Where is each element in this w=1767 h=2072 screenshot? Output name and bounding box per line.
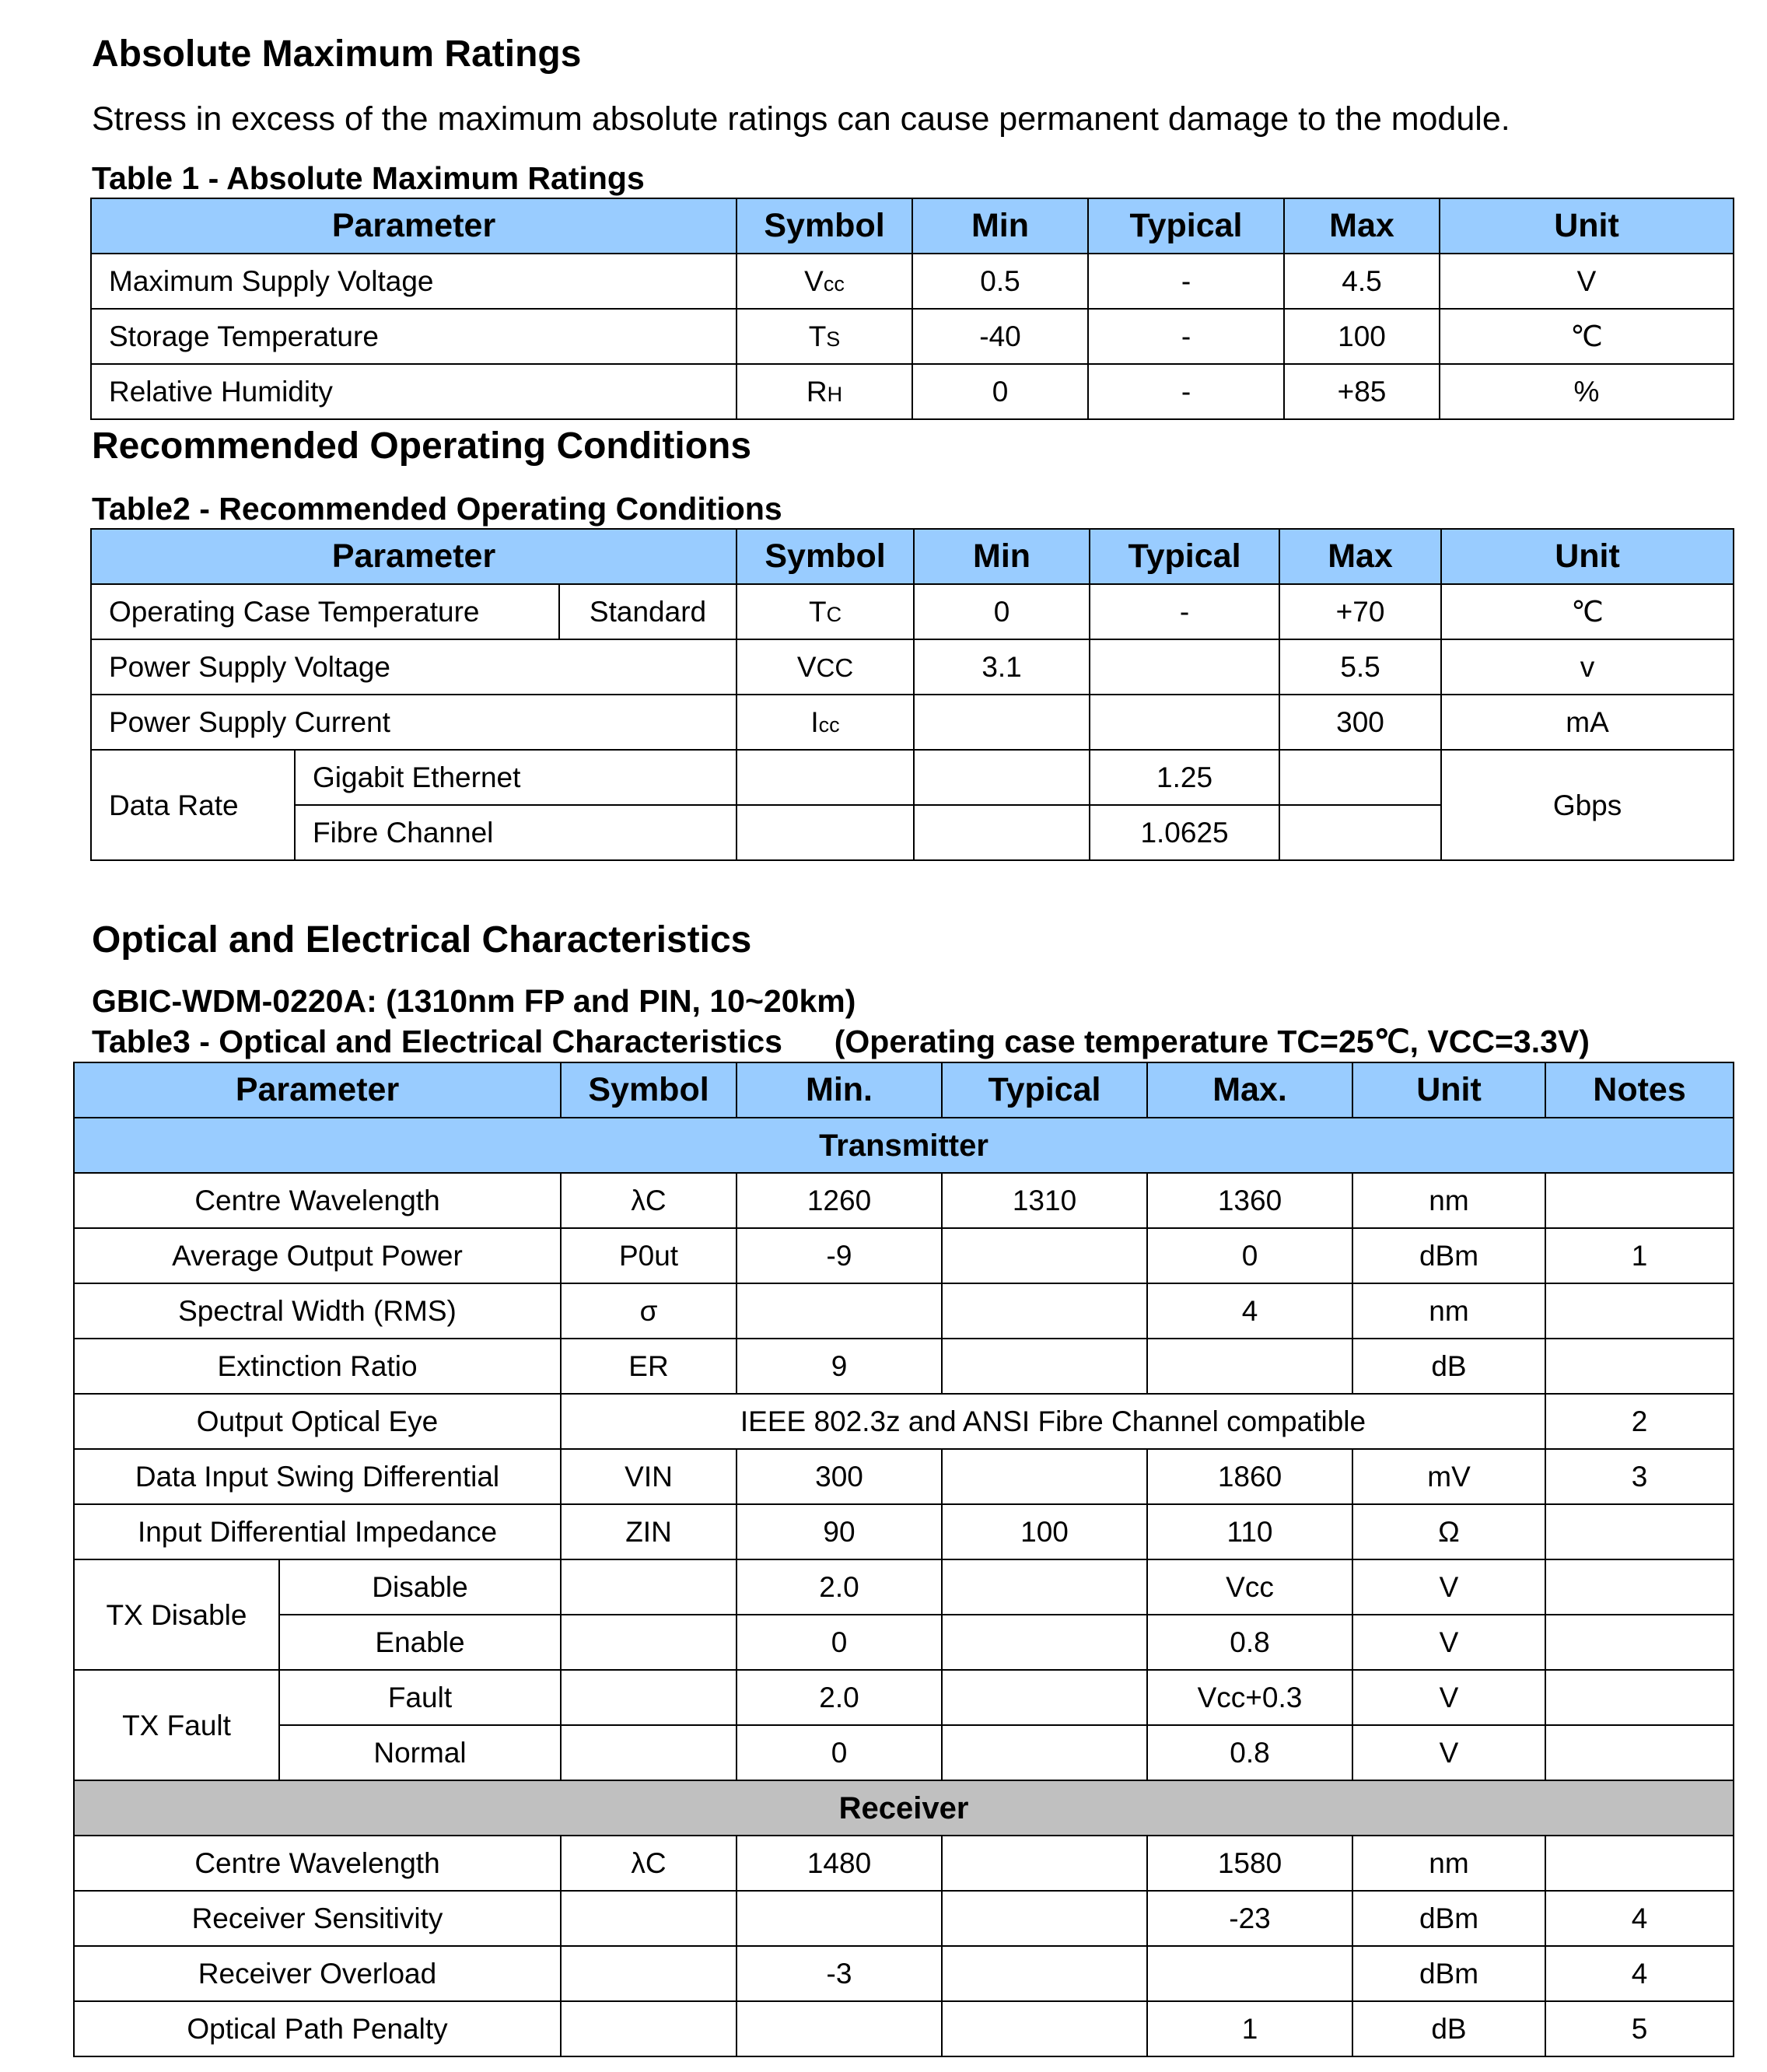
tx-fault-sub-fault: Fault	[279, 1670, 561, 1725]
max-cell: 0.8	[1147, 1615, 1352, 1670]
section-title-optical-electrical: Optical and Electrical Characteristics	[92, 919, 752, 961]
symbol-letter: I	[810, 706, 819, 738]
section-title-absolute-max: Absolute Maximum Ratings	[92, 33, 582, 75]
unit-cell: nm	[1352, 1283, 1545, 1339]
symbol-cell: σ	[561, 1283, 737, 1339]
typical-cell	[942, 1615, 1147, 1670]
notes-cell: 1	[1545, 1228, 1734, 1283]
table3-header-parameter: Parameter	[74, 1062, 561, 1118]
param-cell: Extinction Ratio	[74, 1339, 561, 1394]
typical-cell	[942, 1725, 1147, 1780]
max-cell: 0	[1147, 1228, 1352, 1283]
table3-caption-line	[92, 1026, 1590, 1058]
max-cell	[1147, 1339, 1352, 1394]
param-cell: Storage Temperature	[91, 309, 737, 364]
table3-header-notes: Notes	[1545, 1062, 1734, 1118]
min-cell	[737, 2001, 942, 2056]
table-row	[74, 1559, 1734, 1615]
table-row	[91, 309, 1734, 364]
min-cell: 1260	[737, 1173, 942, 1228]
param-cell: Input Differential Impedance	[74, 1504, 561, 1559]
typical-cell	[942, 1946, 1147, 2001]
notes-cell: 3	[1545, 1449, 1734, 1504]
data-rate-label: Data Rate	[91, 750, 295, 860]
symbol-cell	[737, 309, 912, 364]
section-title-recommended: Recommended Operating Conditions	[92, 425, 752, 467]
typical-cell: -	[1090, 584, 1279, 639]
param-cell: Power Supply Current	[91, 695, 737, 750]
symbol-cell	[737, 254, 912, 309]
unit-cell: v	[1441, 639, 1734, 695]
tx-disable-label: TX Disable	[74, 1559, 279, 1670]
symbol-cell: λC	[561, 1836, 737, 1891]
typical-cell	[942, 2001, 1147, 2056]
table2-header-row	[91, 529, 1734, 584]
max-cell: 4.5	[1284, 254, 1440, 309]
symbol-cell	[737, 639, 914, 695]
symbol-subscript: S	[826, 327, 841, 351]
min-cell	[914, 805, 1090, 860]
unit-cell: nm	[1352, 1836, 1545, 1891]
table1-header-unit: Unit	[1440, 198, 1734, 254]
typical-cell: 100	[942, 1504, 1147, 1559]
notes-cell	[1545, 1504, 1734, 1559]
symbol-cell	[737, 364, 912, 419]
table-row	[74, 1283, 1734, 1339]
typical-cell	[942, 1891, 1147, 1946]
unit-cell: dB	[1352, 1339, 1545, 1394]
unit-cell: mV	[1352, 1449, 1545, 1504]
unit-cell: ℃	[1440, 309, 1734, 364]
table1-header-typical: Typical	[1088, 198, 1284, 254]
min-cell: 1480	[737, 1836, 942, 1891]
unit-cell: V	[1352, 1559, 1545, 1615]
max-cell: 0.8	[1147, 1725, 1352, 1780]
max-cell	[1279, 750, 1441, 805]
table-row	[91, 584, 1734, 639]
notes-cell	[1545, 1283, 1734, 1339]
symbol-letter: R	[806, 376, 828, 408]
table1-header-min: Min	[912, 198, 1088, 254]
symbol-cell: λC	[561, 1173, 737, 1228]
min-cell	[914, 750, 1090, 805]
param-cell: Maximum Supply Voltage	[91, 254, 737, 309]
min-cell: 3.1	[914, 639, 1090, 695]
min-cell: -9	[737, 1228, 942, 1283]
min-cell: 300	[737, 1449, 942, 1504]
param-cell: Centre Wavelength	[74, 1836, 561, 1891]
max-cell: 5.5	[1279, 639, 1441, 695]
max-cell: 300	[1279, 695, 1441, 750]
notes-cell: 4	[1545, 1946, 1734, 2001]
unit-cell: V	[1352, 1725, 1545, 1780]
notes-cell	[1545, 1836, 1734, 1891]
max-cell: 1580	[1147, 1836, 1352, 1891]
symbol-cell: P0ut	[561, 1228, 737, 1283]
param-cell: Operating Case Temperature	[91, 584, 559, 639]
symbol-cell: VIN	[561, 1449, 737, 1504]
table-row	[74, 1449, 1734, 1504]
typical-cell	[942, 1836, 1147, 1891]
max-cell: Vcc+0.3	[1147, 1670, 1352, 1725]
unit-cell: nm	[1352, 1173, 1545, 1228]
param-cell: Relative Humidity	[91, 364, 737, 419]
min-cell: -40	[912, 309, 1088, 364]
min-cell	[737, 1891, 942, 1946]
min-cell: 0	[737, 1725, 942, 1780]
notes-cell: 2	[1545, 1394, 1734, 1449]
notes-cell	[1545, 1725, 1734, 1780]
table2-header-parameter: Parameter	[91, 529, 737, 584]
symbol-cell: ZIN	[561, 1504, 737, 1559]
notes-cell	[1545, 1670, 1734, 1725]
min-cell: 90	[737, 1504, 942, 1559]
table-row	[74, 1836, 1734, 1891]
typical-cell: -	[1088, 254, 1284, 309]
typical-cell	[1090, 639, 1279, 695]
symbol-cell	[561, 1615, 737, 1670]
table-row	[74, 2001, 1734, 2056]
param-cell: Optical Path Penalty	[74, 2001, 561, 2056]
max-cell: +85	[1284, 364, 1440, 419]
table3-caption: Table3 - Optical and Electrical Characteristics	[92, 1024, 782, 1059]
table1-absolute-max	[90, 198, 1734, 420]
unit-cell: V	[1440, 254, 1734, 309]
max-cell: 1860	[1147, 1449, 1352, 1504]
symbol-subscript: CC	[816, 653, 854, 682]
symbol-subscript: cc	[823, 272, 845, 296]
max-cell	[1279, 805, 1441, 860]
table1-header-row	[91, 198, 1734, 254]
table2-header-typical: Typical	[1090, 529, 1279, 584]
transmitter-section-row	[74, 1118, 1734, 1173]
table3-header-row	[74, 1062, 1734, 1118]
typical-cell	[942, 1339, 1147, 1394]
symbol-letter: T	[808, 320, 827, 352]
param-cell: Spectral Width (RMS)	[74, 1283, 561, 1339]
min-cell: 9	[737, 1339, 942, 1394]
table-row	[74, 1670, 1734, 1725]
table-row	[74, 1339, 1734, 1394]
symbol-letter: V	[796, 651, 817, 683]
table2-header-symbol: Symbol	[737, 529, 914, 584]
transmitter-label: Transmitter	[74, 1118, 1734, 1173]
grade-cell: Standard	[559, 584, 737, 639]
table-row	[91, 639, 1734, 695]
unit-cell: dBm	[1352, 1891, 1545, 1946]
symbol-cell	[561, 1891, 737, 1946]
unit-cell: %	[1440, 364, 1734, 419]
symbol-cell	[561, 1946, 737, 2001]
max-cell: 1360	[1147, 1173, 1352, 1228]
typical-cell: -	[1088, 364, 1284, 419]
param-cell: Power Supply Voltage	[91, 639, 737, 695]
unit-cell: ℃	[1441, 584, 1734, 639]
param-cell: Output Optical Eye	[74, 1394, 561, 1449]
symbol-subscript: cc	[818, 713, 840, 737]
unit-cell: V	[1352, 1670, 1545, 1725]
max-cell	[1147, 1946, 1352, 2001]
table-row	[91, 750, 1734, 805]
symbol-cell	[561, 1670, 737, 1725]
notes-cell: 4	[1545, 1891, 1734, 1946]
tx-disable-sub-disable: Disable	[279, 1559, 561, 1615]
min-cell: 2.0	[737, 1559, 942, 1615]
min-cell	[914, 695, 1090, 750]
symbol-cell	[737, 805, 914, 860]
param-cell: Receiver Overload	[74, 1946, 561, 2001]
unit-cell: V	[1352, 1615, 1545, 1670]
symbol-letter: T	[808, 596, 827, 628]
min-cell	[737, 1283, 942, 1339]
unit-cell: dBm	[1352, 1946, 1545, 2001]
param-cell: Centre Wavelength	[74, 1173, 561, 1228]
table-row	[74, 1228, 1734, 1283]
param-cell: Receiver Sensitivity	[74, 1891, 561, 1946]
typical-cell: 1.0625	[1090, 805, 1279, 860]
typical-cell: -	[1088, 309, 1284, 364]
max-cell: 1	[1147, 2001, 1352, 2056]
table3-header-symbol: Symbol	[561, 1062, 737, 1118]
max-cell: Vcc	[1147, 1559, 1352, 1615]
notes-cell	[1545, 1559, 1734, 1615]
typical-cell	[942, 1670, 1147, 1725]
table3-header-typical: Typical	[942, 1062, 1147, 1118]
table3-header-min: Min.	[737, 1062, 942, 1118]
table-row	[91, 695, 1734, 750]
symbol-cell: ER	[561, 1339, 737, 1394]
notes-cell: 5	[1545, 2001, 1734, 2056]
symbol-cell	[561, 2001, 737, 2056]
stress-warning-text: Stress in excess of the maximum absolute ratings can cause permanent damage to the module.	[92, 100, 1510, 138]
eye-compat-cell: IEEE 802.3z and ANSI Fibre Channel compatible	[561, 1394, 1545, 1449]
table-row	[74, 1504, 1734, 1559]
symbol-cell	[737, 584, 914, 639]
param-cell: Average Output Power	[74, 1228, 561, 1283]
table1-header-symbol: Symbol	[737, 198, 912, 254]
symbol-letter: V	[804, 265, 824, 297]
table-row	[91, 364, 1734, 419]
table1-header-max: Max	[1284, 198, 1440, 254]
symbol-subscript: H	[827, 383, 843, 406]
table-row	[74, 1946, 1734, 2001]
unit-cell: dB	[1352, 2001, 1545, 2056]
table2-header-max: Max	[1279, 529, 1441, 584]
max-cell: 110	[1147, 1504, 1352, 1559]
data-rate-sub-fibre: Fibre Channel	[295, 805, 737, 860]
data-rate-sub-gigabit: Gigabit Ethernet	[295, 750, 737, 805]
symbol-cell	[561, 1559, 737, 1615]
receiver-section-row	[74, 1780, 1734, 1836]
table-row	[91, 254, 1734, 309]
table1-caption: Table 1 - Absolute Maximum Ratings	[92, 160, 645, 196]
typical-cell	[942, 1283, 1147, 1339]
max-cell: 4	[1147, 1283, 1352, 1339]
param-cell: Data Input Swing Differential	[74, 1449, 561, 1504]
tx-disable-sub-enable: Enable	[279, 1615, 561, 1670]
symbol-cell	[737, 695, 914, 750]
min-cell: 2.0	[737, 1670, 942, 1725]
symbol-cell	[561, 1725, 737, 1780]
typical-cell: 1.25	[1090, 750, 1279, 805]
min-cell: 0	[914, 584, 1090, 639]
min-cell: 0.5	[912, 254, 1088, 309]
table-row	[74, 1725, 1734, 1780]
data-rate-unit: Gbps	[1441, 750, 1734, 860]
min-cell: 0	[737, 1615, 942, 1670]
table3-optical-electrical	[73, 1062, 1734, 2057]
notes-cell	[1545, 1339, 1734, 1394]
table-row	[74, 1173, 1734, 1228]
typical-cell: 1310	[942, 1173, 1147, 1228]
max-cell: -23	[1147, 1891, 1352, 1946]
typical-cell	[942, 1559, 1147, 1615]
max-cell: +70	[1279, 584, 1441, 639]
tx-fault-sub-normal: Normal	[279, 1725, 561, 1780]
notes-cell	[1545, 1173, 1734, 1228]
table2-caption: Table2 - Recommended Operating Conditions	[92, 491, 782, 527]
typical-cell	[1090, 695, 1279, 750]
unit-cell: dBm	[1352, 1228, 1545, 1283]
table3-header-unit: Unit	[1352, 1062, 1545, 1118]
table-row	[74, 1891, 1734, 1946]
symbol-cell	[737, 750, 914, 805]
table1-header-parameter: Parameter	[91, 198, 737, 254]
table-row	[74, 1394, 1734, 1449]
table2-header-min: Min	[914, 529, 1090, 584]
symbol-subscript: C	[826, 603, 842, 626]
typical-cell	[942, 1449, 1147, 1504]
tx-fault-label: TX Fault	[74, 1670, 279, 1780]
table2-recommended-conditions	[90, 528, 1734, 861]
table2-header-unit: Unit	[1441, 529, 1734, 584]
product-subtitle: GBIC-WDM-0220A: (1310nm FP and PIN, 10~20km)	[92, 983, 856, 1019]
unit-cell: Ω	[1352, 1504, 1545, 1559]
receiver-label: Receiver	[74, 1780, 1734, 1836]
table-row	[74, 1615, 1734, 1670]
min-cell: 0	[912, 364, 1088, 419]
min-cell: -3	[737, 1946, 942, 2001]
notes-cell	[1545, 1615, 1734, 1670]
table3-header-max: Max.	[1147, 1062, 1352, 1118]
unit-cell: mA	[1441, 695, 1734, 750]
max-cell: 100	[1284, 309, 1440, 364]
typical-cell	[942, 1228, 1147, 1283]
table3-caption-condition: (Operating case temperature TC=25℃, VCC=3.3V)	[834, 1024, 1590, 1059]
